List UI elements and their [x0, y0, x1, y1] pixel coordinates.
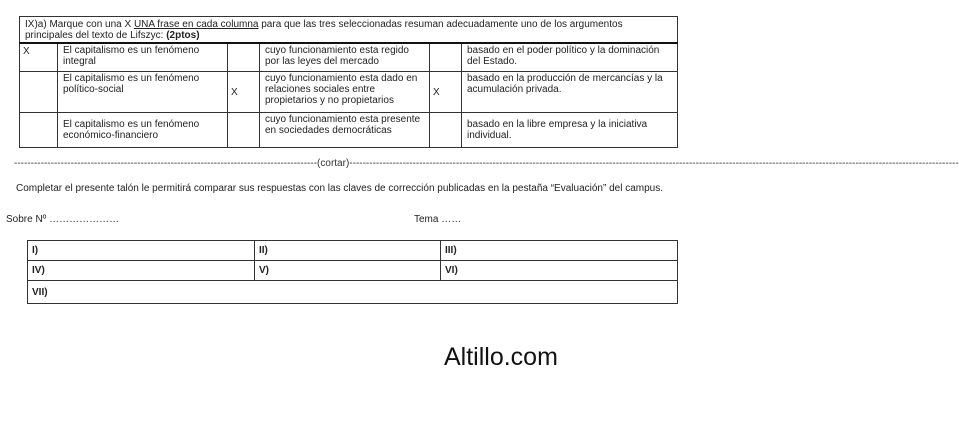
question-rest: para que las tres seleccionadas resuman adecuadamente uno de los argumentos principales del texto de Lifszyc:: [25, 19, 623, 41]
question-prefix: IX)a) Marque con una X: [25, 19, 134, 30]
sobre-field[interactable]: Sobre Nº …………………: [6, 214, 120, 225]
mark-cell[interactable]: [20, 72, 58, 113]
answer-cell-iv[interactable]: IV): [28, 261, 255, 281]
instructions-text: Completar el presente talón le permitirá comparar sus respuestas con las claves de corrección publicadas en la pestaña “Evaluación” del campus.: [16, 183, 663, 194]
answer-cell-ii[interactable]: II): [255, 241, 441, 261]
answer-cell-v[interactable]: V): [255, 261, 441, 281]
question-underlined: UNA frase en cada columna: [133, 19, 259, 30]
table-row: [20, 43, 678, 72]
option-cell: El capitalismo es un fenómeno económico-financiero: [58, 113, 228, 148]
mark-cell[interactable]: [228, 43, 260, 72]
table-row: [20, 113, 678, 148]
mark-cell[interactable]: [430, 43, 462, 72]
option-cell: cuyo funcionamiento esta presente en sociedades democráticas: [260, 113, 430, 148]
option-cell: El capitalismo es un fenómeno político-social: [58, 72, 228, 113]
option-cell: cuyo funcionamiento esta regido por las leyes del mercado: [260, 43, 430, 72]
option-cell: cuyo funcionamiento esta dado en relaciones sociales entre propietarios y no propietarios: [260, 72, 430, 113]
option-cell: basado en la libre empresa y la iniciativa individual.: [462, 113, 678, 148]
mark-cell[interactable]: [228, 113, 260, 148]
tema-field[interactable]: Tema ……: [414, 214, 462, 225]
answer-cell-vi[interactable]: VI): [441, 261, 678, 281]
question-table: [19, 16, 678, 148]
cut-line-left: -------------------------------------------------------------------------------------------: [14, 158, 318, 169]
cut-label: (cortar): [317, 158, 350, 169]
mark-cell[interactable]: X: [228, 72, 260, 113]
cut-line: [14, 158, 959, 169]
mark-cell[interactable]: [430, 113, 462, 148]
option-cell: basado en el poder político y la dominación del Estado.: [462, 43, 678, 72]
mark-cell[interactable]: X: [430, 72, 462, 113]
question-header: [20, 17, 678, 44]
option-cell: El capitalismo es un fenómeno integral: [58, 43, 228, 72]
answer-cell-vii[interactable]: VII): [28, 281, 678, 304]
answer-cell-iii[interactable]: III): [441, 241, 678, 261]
question-points: (2ptos): [166, 30, 200, 41]
mark-cell[interactable]: [20, 113, 58, 148]
mark-cell[interactable]: X: [20, 43, 58, 72]
option-cell: basado en la producción de mercancías y la acumulación privada.: [462, 72, 678, 113]
answer-cell-i[interactable]: I): [28, 241, 255, 261]
altillo-logo: Altillo.com: [444, 343, 558, 371]
cut-line-right: ---------------------------------------------------------------------------------------------------------------------------------------------------------------------------------------: [349, 158, 959, 169]
table-row: [20, 72, 678, 113]
answer-grid: [27, 240, 678, 304]
